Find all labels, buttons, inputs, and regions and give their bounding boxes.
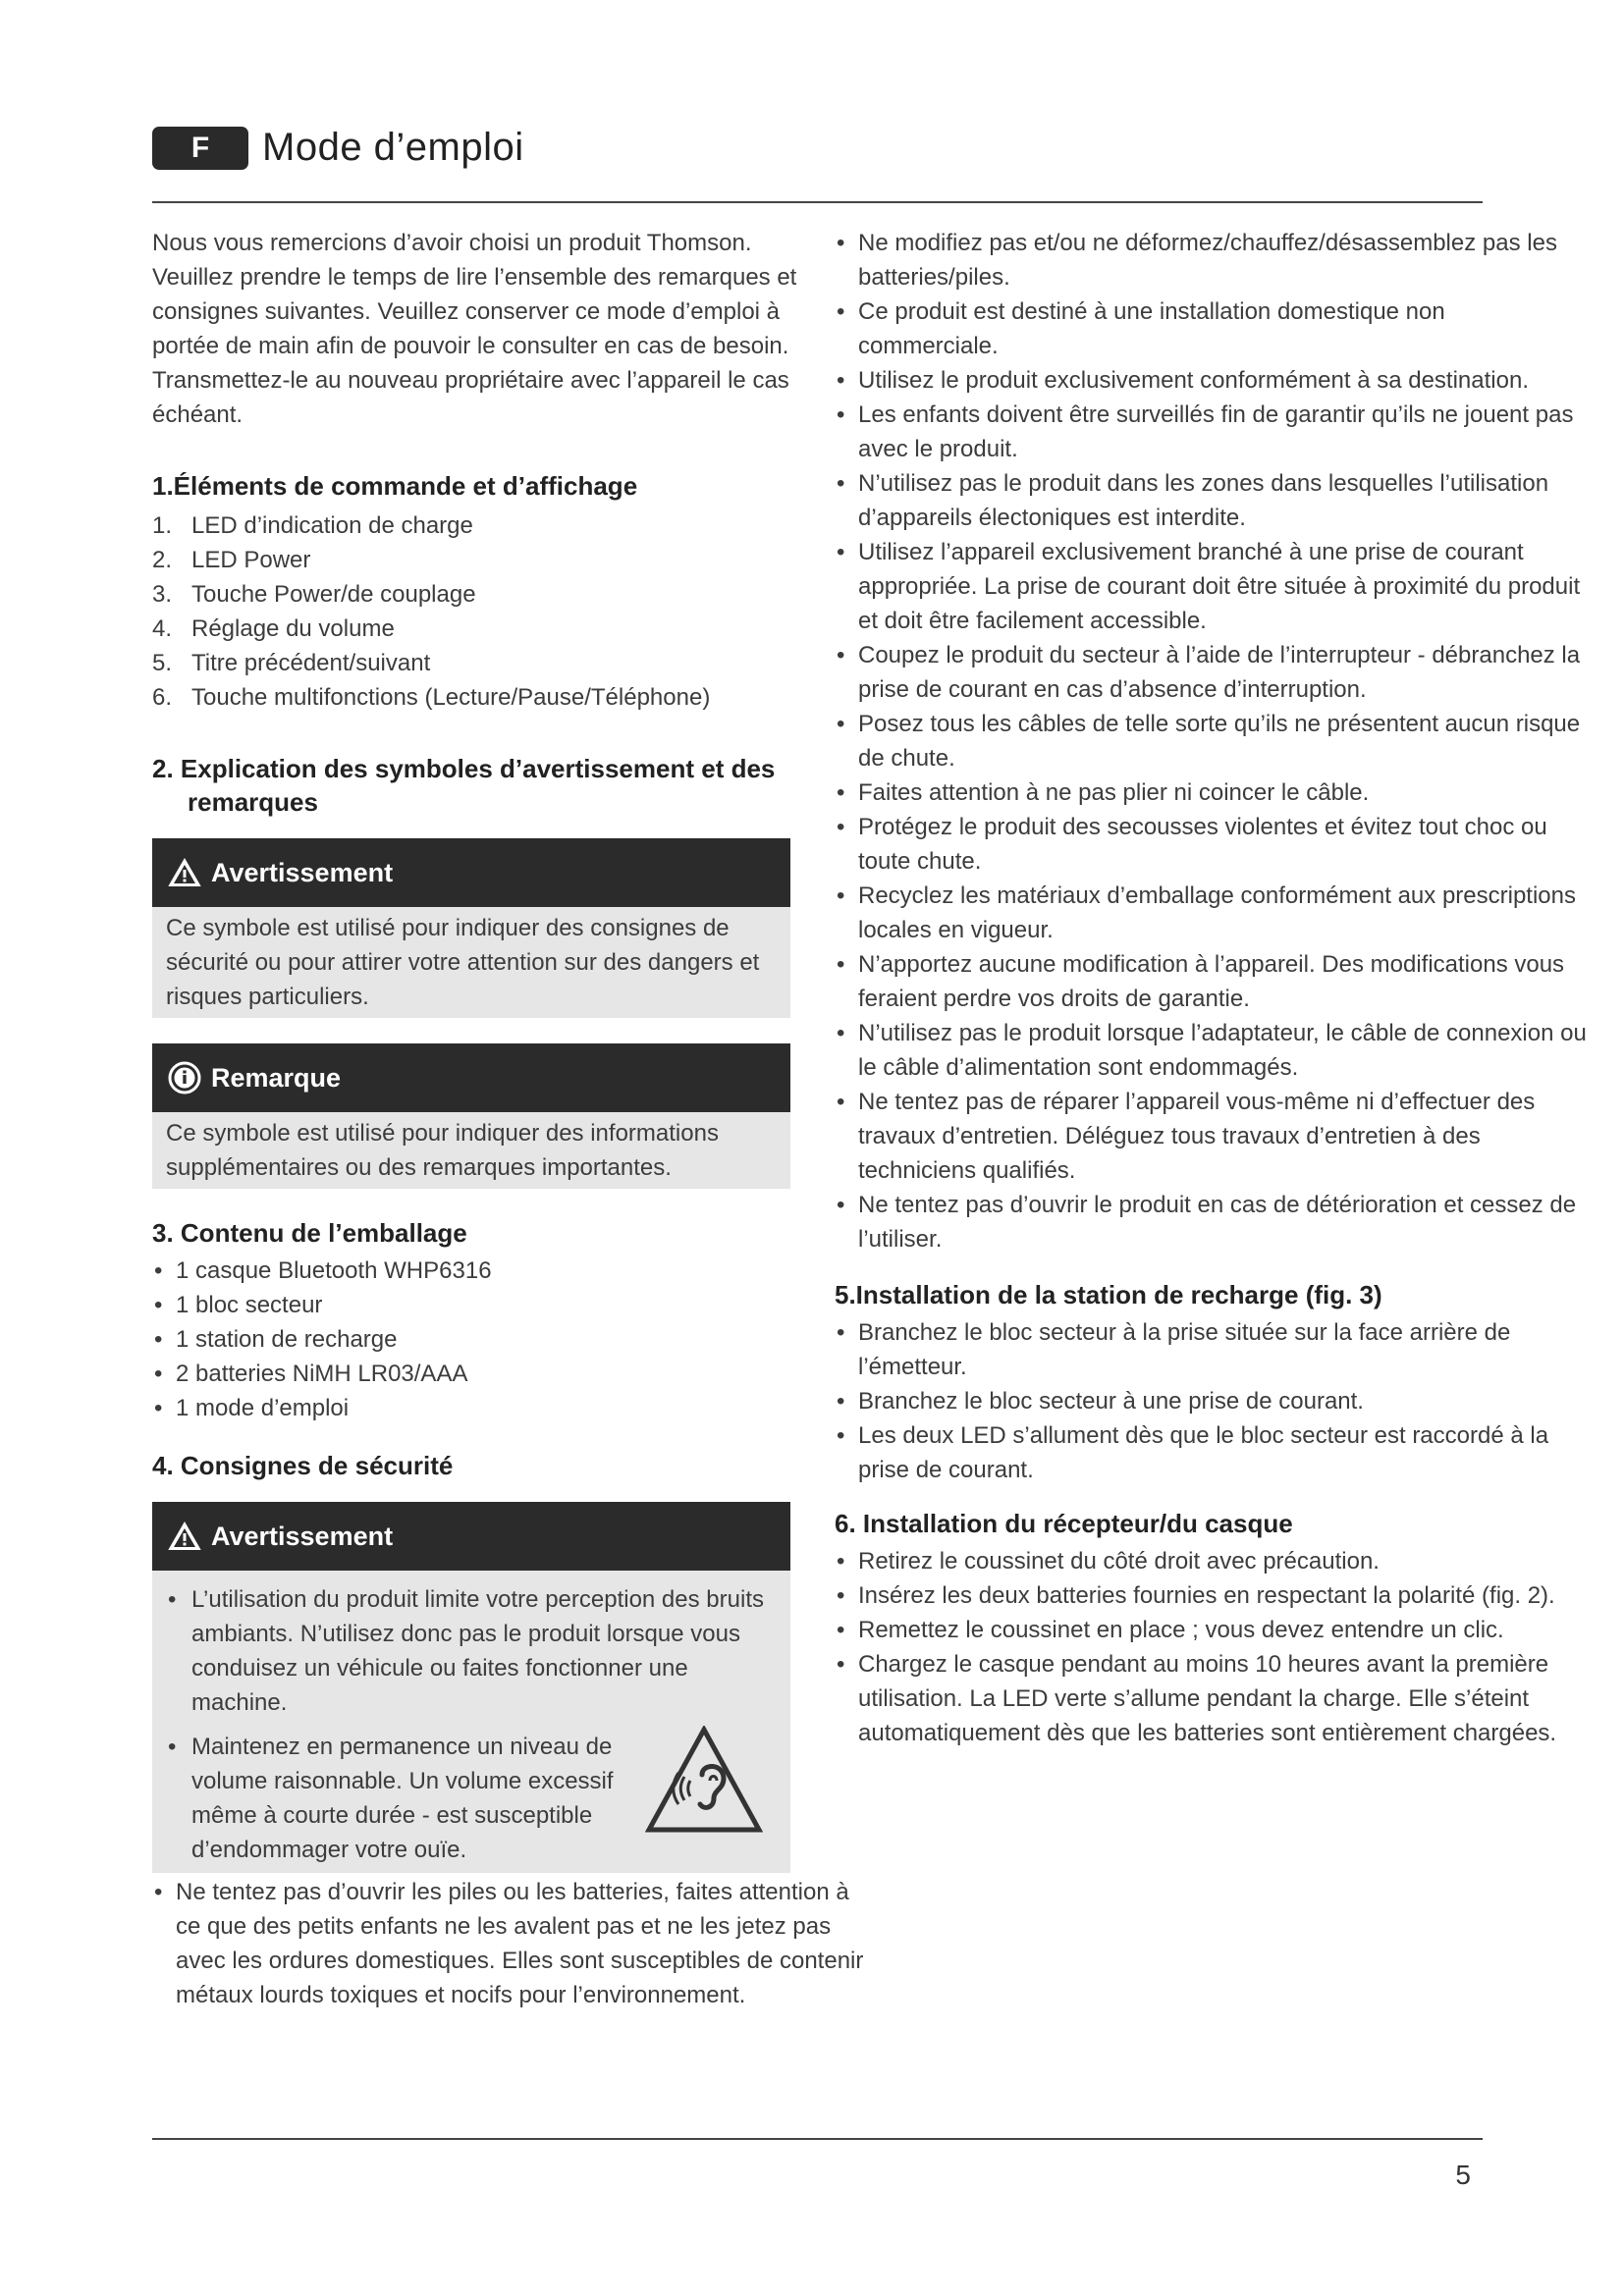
info-circle-icon xyxy=(168,1061,201,1095)
list-item: • Coupez le produit du secteur à l’aide de l’interrupteur - débranchez la prise de courant en cas d’absence d’interruption. xyxy=(835,638,1591,707)
warning-triangle-icon xyxy=(168,1522,201,1551)
list-item: • Remettez le coussinet en place ; vous devez entendre un clic. xyxy=(835,1613,1591,1647)
list-item: 3. Touche Power/de couplage xyxy=(152,581,476,608)
list-item: • Les deux LED s’allument dès que le bloc secteur est raccordé à la prise de courant. xyxy=(835,1418,1591,1487)
list-item: • Ne tentez pas d’ouvrir le produit en cas de détérioration et cessez de l’utiliser. xyxy=(835,1188,1591,1256)
note-box-body xyxy=(152,1112,790,1189)
safety-list-right xyxy=(835,226,1591,1256)
intro-paragraph: Nous vous remercions d’avoir choisi un produit Thomson. Veuillez prendre le temps de lire l’ensemble des remarques et consignes suivantes. Veuillez conserver ce mode d’emploi à portée de main afin de pouvoir le consulter en cas de besoin. Transmettez-le au nouveau propriétaire avec l’appareil le cas échéant. xyxy=(152,230,797,428)
list-item: • N’utilisez pas le produit dans les zones dans lesquelles l’utilisation d’appareils électoniques est interdite. xyxy=(835,466,1591,535)
list-item: • Ne tentez pas d’ouvrir les piles ou les batteries, faites attention à ce que des petits enfants ne les avalent pas et ne les jetez pas avec les ordures domestiques. Elles sont susceptibles de contenir métaux lourds toxiques et nocifs pour l’environnement. xyxy=(152,1875,879,2012)
list-item: • Insérez les deux batteries fournies en respectant la polarité (fig. 2). xyxy=(835,1578,1591,1613)
list-item: 5. Titre précédent/suivant xyxy=(152,650,431,676)
list-item: 2. LED Power xyxy=(152,547,311,573)
section3-title: 3. Contenu de l’emballage xyxy=(152,1218,467,1248)
section5-list xyxy=(835,1315,1591,1487)
warning-triangle-icon xyxy=(168,858,201,887)
section5-title: 5.Installation de la station de recharge (fig. 3) xyxy=(835,1280,1382,1309)
list-item: • Les enfants doivent être surveillés fin de garantir qu’ils ne jouent pas avec le produit. xyxy=(835,398,1591,466)
list-item: • Posez tous les câbles de telle sorte qu’ils ne présentent aucun risque de chute. xyxy=(835,707,1591,775)
list-item: • Ce produit est destiné à une installation domestique non commerciale. xyxy=(835,294,1591,363)
list-item: 6. Touche multifonctions (Lecture/Pause/Téléphone) xyxy=(152,684,711,711)
right-column xyxy=(835,226,1591,1750)
list-item: • 1 bloc secteur xyxy=(152,1288,810,1322)
section2-title: 2. Explication des symboles d’avertissement et des remarques xyxy=(152,754,776,817)
list-item: • 1 mode d’emploi xyxy=(152,1391,810,1425)
note-text: Ce symbole est utilisé pour indiquer des informations supplémentaires ou des remarques importantes. xyxy=(166,1120,719,1181)
section1-list xyxy=(152,508,810,715)
list-item: • Branchez le bloc secteur à une prise de courant. xyxy=(835,1384,1591,1418)
warning-box xyxy=(152,838,810,1018)
left-column xyxy=(152,226,864,2012)
list-item: • L’utilisation du produit limite votre perception des bruits ambiants. N’utilisez donc pas le produit lorsque vous conduisez un véhicule ou faites fonctionner une machine. xyxy=(166,1582,777,1720)
language-badge: F xyxy=(152,127,248,170)
list-item: • Ne modifiez pas et/ou ne déformez/chauffez/désassemblez pas les batteries/piles. xyxy=(835,226,1591,294)
list-item: • 1 casque Bluetooth WHP6316 xyxy=(152,1254,810,1288)
top-divider xyxy=(152,201,1483,203)
warning-box-body xyxy=(152,907,790,1018)
page-header xyxy=(152,126,524,170)
list-item: • Recyclez les matériaux d’emballage conformément aux prescriptions locales en vigueur. xyxy=(835,879,1591,947)
list-item: • Maintenez en permanence un niveau de volume raisonnable. Un volume excessif même à courte durée - est susceptible d’endommager votre ouïe. xyxy=(166,1730,777,1867)
list-item: • Utilisez l’appareil exclusivement branché à une prise de courant appropriée. La prise de courant doit être située à proximité du produit et doit être facilement accessible. xyxy=(835,535,1591,638)
safety-warning-box xyxy=(152,1502,810,1873)
section1-title: 1.Éléments de commande et d’affichage xyxy=(152,471,638,501)
list-item: • Protégez le produit des secousses violentes et évitez tout choc ou toute chute. xyxy=(835,810,1591,879)
list-item: • 2 batteries NiMH LR03/AAA xyxy=(152,1357,810,1391)
list-item: • Retirez le coussinet du côté droit avec précaution. xyxy=(835,1544,1591,1578)
list-item: • Faites attention à ne pas plier ni coincer le câble. xyxy=(835,775,1591,810)
warning-box-header xyxy=(152,838,790,907)
safety-list-left xyxy=(152,1875,879,2012)
page-number: 5 xyxy=(1455,2160,1471,2190)
note-box xyxy=(152,1043,810,1189)
list-item: • Branchez le bloc secteur à la prise située sur la face arrière de l’émetteur. xyxy=(835,1315,1591,1384)
page-title: Mode d’emploi xyxy=(262,126,524,169)
hearing-damage-warning-icon xyxy=(645,1726,763,1834)
section4-title: 4. Consignes de sécurité xyxy=(152,1451,454,1480)
warning-label: Avertissement xyxy=(211,857,394,887)
list-item: • Chargez le casque pendant au moins 10 heures avant la première utilisation. La LED verte s’allume pendant la charge. Elle s’éteint automatiquement dès que les batteries sont entièrement chargées. xyxy=(835,1647,1591,1750)
safety-warning-header xyxy=(152,1502,790,1571)
section6-list xyxy=(835,1544,1591,1750)
safety-warning-body xyxy=(152,1571,790,1873)
list-item: • N’apportez aucune modification à l’appareil. Des modifications vous feraient perdre vos droits de garantie. xyxy=(835,947,1591,1016)
note-label: Remarque xyxy=(211,1062,342,1093)
list-item: 4. Réglage du volume xyxy=(152,615,395,642)
list-item: • Ne tentez pas de réparer l’appareil vous-même ni d’effectuer des travaux d’entretien. Déléguez tous travaux d’entretien à des techniciens qualifiés. xyxy=(835,1085,1591,1188)
warning-text: Ce symbole est utilisé pour indiquer des consignes de sécurité ou pour attirer votre attention sur des dangers et risques particuliers. xyxy=(166,915,760,1010)
list-item: • Utilisez le produit exclusivement conformément à sa destination. xyxy=(835,363,1591,398)
list-item: • 1 station de recharge xyxy=(152,1322,810,1357)
safety-warning-label: Avertissement xyxy=(211,1521,394,1551)
list-item: 1. LED d’indication de charge xyxy=(152,512,473,539)
section3-list xyxy=(152,1254,810,1425)
bottom-divider xyxy=(152,2138,1483,2140)
note-box-header xyxy=(152,1043,790,1112)
section6-title: 6. Installation du récepteur/du casque xyxy=(835,1509,1293,1538)
list-item: • N’utilisez pas le produit lorsque l’adaptateur, le câble de connexion ou le câble d’alimentation sont endommagés. xyxy=(835,1016,1591,1085)
